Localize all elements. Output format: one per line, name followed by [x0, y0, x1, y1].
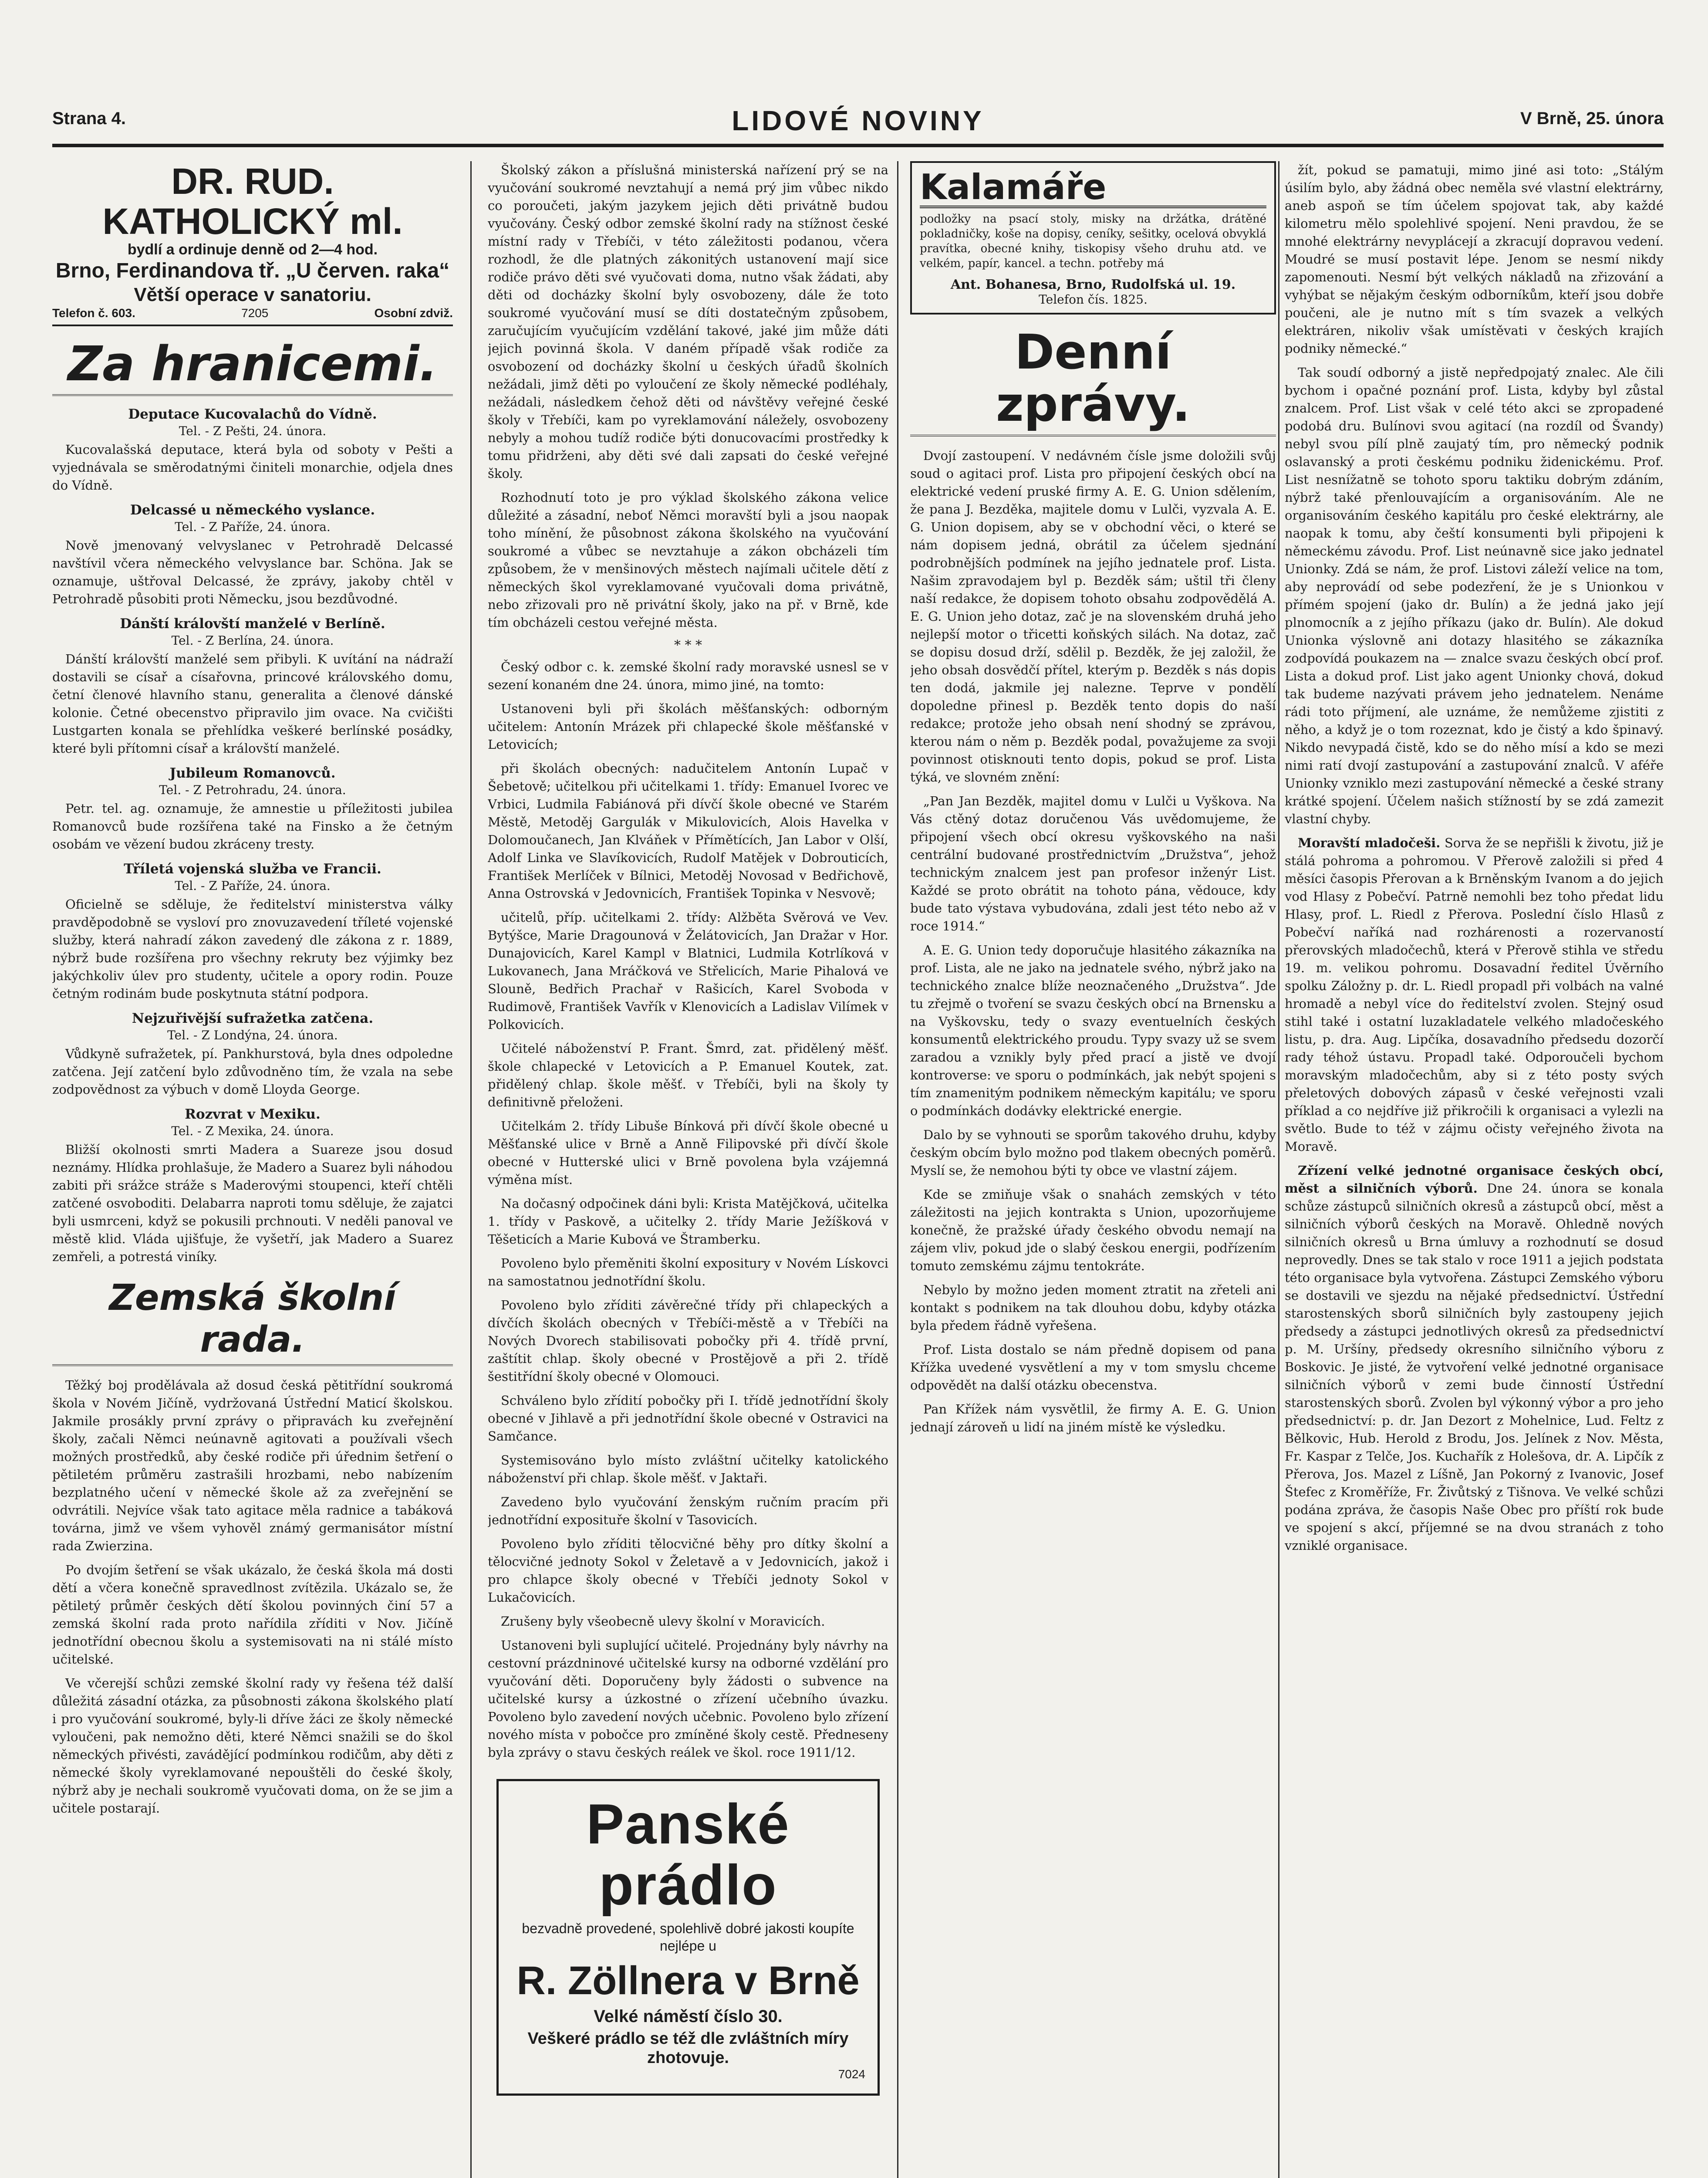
article-paragraph: Ve včerejší schůzi zemské školní rady vy řešena též další důležitá zásadní otázka, za působnosti zákona školského platí i pro vyučování soukromé, byly-li dříve žáci ze školy německé vyloučeni, pak nemožno děti, které Němci snažili se do škol německých přivésti, zavádějící podmínkou rodičům, aby děti z německé školy vyreklamované nepouštěli do české školy, nýbrž aby je nechali soukromě vyučovati doma, on že se jim a učitele postarají.	[52, 1676, 453, 1816]
news-item	[52, 1106, 453, 1266]
ad-doctor-num: 7205	[241, 306, 269, 320]
divider: * * *	[674, 638, 702, 653]
news-title: Jubileum Romanovců.	[169, 765, 336, 781]
article-paragraph: Těžký boj prodělávala až dosud česká pětitřídní soukromá škola v Novém Jičíně, vydržovaná Ústřední Maticí školskou. Jakmile prosákly první zprávy o připravách ku zveřejnění školy, začali Němci neúnavně agitovati a používali všech možných prostředků, aby české rodiče při úřednim šetření o pětiletém průměru zastrašili hrozbami, nebo nabízením bezplatného učení v německé škole až za zveřejnění se odvrátili. Nejvíce však tato agitace měla radnice a tabáková továrna, jimž ve všem vyhověl známý germanisátor místní rada Zwierzina.	[52, 1378, 453, 1553]
article-paragraph: Povoleno bylo zříditi tělocvičné běhy pro dítky školní a tělocvičné jednoty Sokol v Želetavě a v Jedovnicích, jakož i pro chlapce školy obecné v Třebíči jednoty Sokol v Lukačovicích.	[488, 1536, 888, 1605]
article-paragraph	[1285, 834, 1664, 1156]
news-dateline: Tel. - Z Mexika, 24. února.	[171, 1124, 334, 1138]
news-text: Dánští královští manželé sem přibyli. K uvítání na nádraží dostavili se císař a císařovna, princové královského domu, četní členové hlavního stanu, generalita a členové dánské kolonie. Četné obecenstvo připravilo jim ovace. Na cvičišti Lustgarten konala se přehlídka veškeré berlínské posádky, které byli přítomni císař a královští manželé.	[52, 652, 453, 756]
news-title: Deputace Kucovalachů do Vídně.	[128, 406, 377, 422]
column-1	[52, 161, 453, 2178]
news-item	[52, 406, 453, 494]
column-rule	[1278, 161, 1279, 2178]
article-paragraph: „Pan Jan Bezděk, majitel domu v Lulči u Vyškova. Na Vás ctěný dotaz doručenou Vás uvědomujeme, že připojení všech obcí okresu vyškovského na naši centrální budované prostřednictvím „Družstva“, jehož technickým znalcem jest pan profesor inženýr List. Každé se proto obrátit na tohoto pána, vědouce, kdy bude tato výstava vybudována, zdali jest této nebo až v roce 1914.“	[910, 794, 1276, 933]
article-paragraph: Český odbor c. k. zemské školní rady moravské usnesl se v sezení konaném dne 24. února, mimo jiné, na tomto:	[488, 659, 888, 692]
news-title: Tříletá vojenská služba ve Francii.	[124, 861, 381, 877]
masthead	[52, 105, 1664, 147]
column-rule	[470, 161, 472, 2178]
ad-underwear-name: R. Zöllnera v Brně	[516, 1958, 860, 2003]
ad-underwear-text: bezvadně provedené, spolehlivě dobré jakosti koupíte nejlépe u	[522, 1921, 854, 1954]
article-paragraph: Po dvojím šetření se však ukázalo, že česká škola má dosti dětí a včera konečně spravedlnost zvítězila. Ukázalo se, že pětiletý průměr českých dětí školou povinných činí 57 a zemská školní rada proto nařídila zříditi v Nov. Jičíně jednotřídní obecnou školu a systemisovati na ni stálé místo učitelské.	[52, 1562, 453, 1667]
news-text: Petr. tel. ag. oznamuje, že amnestie u příležitosti jubilea Romanovců bude rozšířena také na Finsko a že četným osobám ve vězení budou zkráceny tresty.	[52, 801, 453, 852]
ad-kalamare-tel: Telefon čís. 1825.	[1039, 292, 1148, 307]
article-paragraph: Učitelé náboženství P. Frant. Šmrd, zat. přidělený měšť. škole chlapecké v Letovicích a P. Emanuel Koutek, zat. přidělený chlap. škole měšť. v Třebíči, byli na školy ty definitivně přeloženi.	[488, 1041, 888, 1109]
article-lead-title: Zřízení velké jednotné organisace českých obcí, měst a silničních výborů.	[1285, 1163, 1664, 1196]
column-4	[1285, 161, 1664, 2178]
news-dateline: Tel. - Z Pešti, 24. února.	[179, 424, 327, 438]
article-paragraph: Povoleno bylo přeměniti školní expositury v Novém Lískovci na samostatnou jednotřídní školu.	[488, 1256, 888, 1289]
article-paragraph: Tak soudí odborný a jistě nepředpojatý znalec. Ale čili bychom i opačné poznání prof. Lista, kdyby byl zůstal znalcem. Prof. List však v celé této akci se zpropadené podobá dru. Bulínovi svou agitací (na rozdíl od Švandy) nebyl svou pílí plně zaujatý tím, pro německý podnik oslavanský a proti českému podniku židenickému. Prof. List nesnížatně se tohoto sporu taktiku dobrým zdáním, nýbrž také přenlouvajícím a organisováním. Ale ne organisováním českého kapitálu pro české elektrárny, ale naopak k tomu, aby čeští konsumenti byli připojeni k německému závodu. Prof. List neúnavně sice jako jednatel Unionky. Zdá se nám, že prof. Listovi záleží velice na tom, aby neprovádí od sebe podezření, že je s Unionkou v přímém spojení (jako dr. Bulín) a že jedná jako její plnomocník a z jejího příkazu (jako dr. Bulín). Ale dokud Unionka výslovně ani dotazy hlasitého se zákazníka zodpovídá poukazem na — znalce svazu českých obcí prof. Lista a dokud prof. List jako agent Unionky chová, dokud tak budeme nazývati právem jeho jednatelem. Nenáme rádi toto příjmení, ale uznáme, že nemůžeme zjistiti z něho, a když je o tom rozeznat, kdo je čistý a kdo špinavý. Nikdo nevypadá čistě, kdo se do něho mísí a kdo se mezi nimi ratí dvojí zastupování a zastupování znalců. V aféře Unionky vzniklo mezi zastupování německé a české strany krátké spojení. Účelem našich stížností by se zdá zamezit vlastní chyby.	[1285, 365, 1664, 826]
news-text: Bližší okolnosti smrti Madera a Suareze jsou dosud neznámy. Hlídka prohlašuje, že Madero a Suarez byli náhodou zabiti při srážce stráže s Maderovými stoupenci, kteří chtěli zatčené osvoboditi. Delabarra naproti tomu sděluje, že zajatci byli usmrceni, když se pokusili prchnouti. V neděli panoval ve městě klid. Vláda ujišťuje, že vyšetří, jak Madero a Suarez zemřeli, a potrestá viníky.	[52, 1142, 453, 1264]
article-paragraph: Učitelkám 2. třídy Libuše Bínková při dívčí škole obecné u Měšťanské ulice v Brně a Anně Filipovské při dívčí škole obecné v Hutterské ulici v Brně povolena byla vzájemná výměna míst.	[488, 1119, 888, 1187]
article-paragraph: Systemisováno bylo místo zvláštní učitelky katolického náboženství při chlap. škole měšť. v Jaktaři.	[488, 1453, 888, 1485]
ad-doctor-note: Osobní zdviž.	[374, 306, 453, 320]
article-paragraph: Na dočasný odpočinek dáni byli: Krista Matějčková, učitelka 1. třídy v Paskově, a učitelky 2. třídy Marie Ježíšková v Těšeticích a Marie Kubová ve Štramberku.	[488, 1196, 888, 1247]
news-item	[52, 1011, 453, 1099]
article-paragraph: Prof. Lista dostalo se nám předně dopisem od pana Křížka uvedené vysvětlení a my v tom smyslu chceme odpovědět na další otázku obecenstva.	[910, 1342, 1276, 1393]
news-title: Nejzuřivější sufražetka zatčena.	[132, 1011, 374, 1026]
ad-underwear-number: 7024	[838, 2067, 865, 2081]
article-paragraph: Dalo by se vyhnouti se sporům takového druhu, kdyby českým obcím bylo možno pod tlakem obecných poměrů. Myslí se, že nemohou býti ty obce ve vlastní zájem.	[910, 1127, 1276, 1178]
ad-underwear-address: Velké náměstí číslo 30.	[594, 2007, 783, 2026]
column-2	[488, 161, 888, 2178]
ad-doctor-line2: Brno, Ferdinandova tř. „U červen. raka“	[55, 259, 450, 282]
news-item	[52, 765, 453, 853]
article-paragraph: Rozhodnutí toto je pro výklad školského zákona velice důležité a zásadní, neboť Němci moravští byli a jsou naopak toho mínění, že působnost zákona školského na vyučování soukromé a vůbec se nevztahuje a zákon obcházeli tím způsobem, že v menšinových městech najímali učitele dětí z německých škol vyreklamované vyučovali doma privátně, nebo zřizovali pro ně privátní školy, jako na př. v Brně, kde tím obcházeli cestou veřejné města.	[488, 490, 888, 630]
article-text: Sorva že se nepřišli k životu, již je stálá pohroma a pohromou. V Přerově založili si před 4 měsíci časopis Přerovan a k Brněnským Ivanom a do jejich vod Hlasy z Pobečví. Patrně nemohli bez toho předat lidu Hlasy, prof. L. Riedl z Přerova. Poslední číslo Hlasů z Pobečví naříká nad rozhárenosti a rozervaností přerovských mladočechů, která v Přerově stihla ve středu 19. m. velikou pohromu. Dosavadní ředitel Úvěrního spolku Záložny p. dr. L. Riedl propadl při volbách na valné hromadě a nebyl více do ředitelství zvolen. Stejný osud stihl také i ostatní luzakladatele velkého mladočeského listu, p. dra. Aug. Lipčíka, dosavadního předsedu dozorčí rady téhož ústavu. Propadl také. Odporoučeli bychom moravským mladočechům, aby si z této posty svých přeletových dobových zápasů v české veřejnosti vzali příklad a co nejdříve již přikročili k organisaci a vylezli na světlo. Bude to též v zájmu očisty veřejného života na Moravě.	[1285, 835, 1664, 1154]
article-paragraph: Povoleno bylo zříditi závěrečné třídy při chlapeckých a dívčích školách obecných v Třebíči-městě a v Třebíči na Nových Dvorech stabilisovati pobočky při 4. třídě první, zaštítit chlap. školy obecné v Prostějově a při 2. třídě šestitřídní školy obecné v Olomouci.	[488, 1298, 888, 1384]
news-title: Rozvrat v Mexiku.	[185, 1106, 321, 1122]
article-paragraph: Zrušeny byly všeobecně ulevy školní v Moravicích.	[501, 1614, 825, 1629]
ad-kalamare-address: Ant. Bohanesa, Brno, Rudolfská ul. 19.	[950, 277, 1236, 292]
news-dateline: Tel. - Z Berlína, 24. února.	[171, 633, 334, 648]
issue-date: V Brně, 25. února	[1520, 109, 1664, 128]
article-paragraph: žít, pokud se pamatuji, mimo jiné asi toto: „Stálým úsilím bylo, aby žádná obec neměla své vlastní elektrárny, aneb aspoň se tím účelem spojovat tak, aby každé kilometru mělo spolehlivé spojení. Neni pravdou, že se mnohé elektrárny nevyplácejí a zkracují dopravou vedení. Moudré se musí postavit lépe. Jenom se nesmí nikdy zapomenouti. Nesmí být velkých nákladů na zřizování a vyhýbat se nějakým českým odborníkům, kteří jsou dobře poučeni, ale je nutno mít s tím svazek a velkých elektráren, nikoliv však umístěvati v českých krajích podniky německé.“	[1285, 162, 1664, 356]
news-dateline: Tel. - Z Paříže, 24. února.	[175, 879, 331, 893]
ad-doctor-line1: bydlí a ordinuje denně od 2—4 hod.	[127, 241, 378, 258]
news-dateline: Tel. - Z Paříže, 24. února.	[175, 520, 331, 534]
article-paragraph: Ustanoveni byli při školách měšťanských: odborným učitelem: Antonín Mrázek při chlapecké škole měšťanské v Letovicích;	[488, 701, 888, 752]
article-paragraph: Pan Křížek nám vysvětlil, že firmy A. E. G. Union jednají zároveň u lidí na jiném místě ke výsledku.	[910, 1402, 1276, 1434]
article-paragraph: Školský zákon a příslušná ministerská nařízení prý se na vyučování soukromé nevztahují a nemá prý jim vůbec nikdo co poroučeti, jakým jazykem jejich děti privátně budou vyučovány. Český odbor zemské školní rady na stížnost české místní rady v Třebíči, v této záležitosti podanou, včera rozhodl, že dle platných zákonitých ustanovení mají sice rodiče právo děti své vyučovati doma, nutno však žádati, aby děti od docházky školní byly osvobozeny, dále že toto soukromé vyučování musí se díti dostatečným způsobem, zaručujícím vyučujícím vzdělání takové, jaké jim může dáti jejich povinná škola. V daném případě však rodiče za osvobození od docházky školní u českých úřadů školních nežádali, jimž děti po vyloučení ze školy německé podléhaly, nežádali, následkem čehož děti od návštěvy veřejné české školy v Třebíči, kam po vyreklamování náležely, osvobozeny nebyly a mohou tudíž rodiče býti donucovacími prostředky k tomu přidrženi, aby děti své dali zapsati do české veřejné školy.	[488, 162, 888, 481]
ad-doctor-name: DR. RUD. KATHOLICKÝ ml.	[102, 161, 403, 242]
news-text: Vůdkyně sufražetek, pí. Pankhurstová, byla dnes odpoledne zatčena. Její zatčení bylo zdůvodněno tím, že vzala na sebe zodpovědnost za výbuch v domě Lloyda George.	[52, 1046, 453, 1097]
article-paragraph: Zavedeno bylo vyučování ženským ručním pracím při jednotřídní exposituře školní v Tasovicích.	[488, 1495, 888, 1527]
ad-doctor-line3: Větší operace v sanatoriu.	[134, 284, 371, 305]
news-item	[52, 861, 453, 1003]
news-text: Oficielně se sděluje, že ředitelství ministerstva války pravděpodobně se vysloví pro znovuzavedení tříleté vojenské služby, která nahradí zákon zavedený dle zákona z r. 1889, nýbrž bude rozšířena pro všechny rekruty bez výjimky bez jakýchkoliv úlev pro studenty, učitele a opory rodin. Pouze četným rodinám bude poskytnuta státní podpora.	[52, 897, 453, 1001]
ad-doctor-tel: Telefon č. 603.	[52, 306, 135, 320]
ad-underwear	[496, 1779, 880, 2096]
article-paragraph: učitelů, příp. učitelkami 2. třídy: Alžběta Svěrová ve Vev. Bytýšce, Marie Dragounová v Želátovicích, Jan Dražar v Hor. Dunajovicích, Karel Kampl v Blatnici, Ludmila Kotrlíková v Lukovanech, Jana Mráčková ve Střelicích, Marie Pihalová ve Slouně, Bedřich Prachař v Rašicích, Karel Svoboda v Rudimově, František Vavřík v Klenovicích a Ladislav Vilímek v Polkovicích.	[488, 910, 888, 1032]
news-title: Delcassé u německého vyslance.	[130, 502, 375, 518]
ad-doctor	[52, 161, 453, 326]
news-item	[52, 616, 453, 758]
newspaper-title: LIDOVÉ NOVINY	[732, 105, 984, 136]
article-paragraph	[1285, 1162, 1664, 1555]
news-text: Kucovalašská deputace, která byla od soboty v Pešti a vyjednávala se směrodatnými činiteli monarchie, odjela dnes do Vídně.	[52, 442, 453, 493]
news-dateline: Tel. - Z Petrohradu, 24. února.	[159, 783, 346, 797]
article-paragraph: Kde se zmiňuje však o snahách zemských v této záležitosti na jejich kontrakta s Union, upozorňujeme konečně, že pražské úřady českého obvodu nemají na zájem vliv, pokud jde o slabý českou energii, podřízením tomuto zemskému zájmu tentokráte.	[910, 1187, 1276, 1273]
section-heading: Za hranicemi.	[52, 338, 453, 396]
ad-underwear-title: Panské prádlo	[586, 1792, 790, 1917]
column-rule	[897, 161, 898, 2178]
article-text: Dne 24. února se konala schůze zástupců silničních okresů a zástupců obcí, měst a silničních výborů českých na Moravě. Ohledně nových silničních okresů u Brna úmluvy a rozhodnutí se dosud neprovedly. Dnes se tak stalo v roce 1911 a jejich podstata této organisace byla vytvořena. Zástupci Zemského výboru se dostavili ve sjezdu na nějaké předsednictví. Ústřední starostenských sborů silničních byly zastoupeny jejich předsedy a zástupci jednotlivých okresů za předsednictví p. M. Uršíny, předsedy okresního silničního výboru z Boskovic. Je jisté, že vytvoření velké jednotné organisace silničních výborů v zemi bude činností Ústřední starostenských sborů. Zvolen byl výkonný výbor a pro jeho předsednictví: p. dr. Jan Dezort z Mohelnice, Lud. Feltz z Bělkovic, Hub. Herold z Brodu, Jos. Jelínek z Nov. Města, Fr. Kaspar z Telče, Jos. Kuchařík z Holešova, dr. A. Lipčík z Přerova, Jos. Mazel z Líšně, Jan Pokorný z Ivanovic, Josef Štefec z Kroměříže, Fr. Živůtský z Tišnova. Ve velké schůzi podána zpráva, že časopis Naše Obec pro příští rok bude ve spojení s akcí, příjemné se na dvou stranách z toho vzniklé organisace.	[1285, 1181, 1664, 1553]
ad-kalamare-title: Kalamáře	[920, 169, 1266, 208]
article-paragraph: Schváleno bylo zřídití pobočky při I. třídě jednotřídní školy obecné v Jihlavě a při jednotřídní škole obecné v Ostravici na Samčance.	[488, 1393, 888, 1444]
article-paragraph: Nebylo by možno jeden moment ztratit na zřeteli ani kontakt s podnikem na tak dlouhou dobu, kdyby otázka byla předem řádně vyřešena.	[910, 1282, 1276, 1333]
article-paragraph: A. E. G. Union tedy doporučuje hlasitého zákazníka na prof. Lista, ale ne jako na jednatele svého, nýbrž jako na technického znalce blíže neoznačeného „Družstva“. Jde tu zřejmě o tvoření se svazu českých obcí na Brnensku a na Vyškovsku, tedy o svazy eventuelních českých konsumentů elektrického proudu. Typy svazy už se svem zaradou a vznikly byly před prací a jistě ve dvojí kontroverse: ve sporu o podmínkách, jak nebýt spojeni s tím znamenitým podnikem německým kapitálu; ve sporu o podmínkách dodávky elektrické energie.	[910, 943, 1276, 1118]
column-3	[910, 161, 1276, 2178]
section-heading: Zemská školní rada.	[52, 1277, 453, 1366]
page-number: Strana 4.	[52, 109, 126, 128]
news-item	[52, 502, 453, 608]
ad-kalamare-text: podložky na psací stoly, misky na držátka, drátěné pokladničky, koše na dopisy, ceníky, sešitky, ocelová obvyklá pravítka, obecné knihy, tiskopisy všeho druhu atd. ve velkém, papír, kancel. a techn. potřeby má	[920, 213, 1266, 270]
ad-underwear-tagline: Veškeré prádlo se též dle zvláštních míry zhotovuje.	[527, 2029, 849, 2067]
article-paragraph: Ustanoveni byli suplující učitelé. Projednány byly návrhy na cestovní prázdninové učitelské kursy na odborné vzdělání pro vyučování děti. Doporučeny byly žádosti o subvence na učitelské kursy a úzkostné o zřízení učebního úvazku. Povoleno bylo zavedení nových učebnic. Povoleno bylo zřízení nového místa v pobočce pro zmíněné školy cestě. Předneseny byla zprávy o stavu českých reálek ve škol. roce 1911/12.	[488, 1638, 888, 1760]
news-title: Dánští královští manželé v Berlíně.	[120, 616, 385, 632]
article-paragraph: při školách obecných: nadučitelem Antonín Lupač v Šebetově; učitelkou při učitelkami 1. třídy: Emanuel Ivorec ve Vrbici, Ludmila Fabiánová při dívčí škole obecné ve Starém Městě, Metoděj Gargulák v Mikulovicích, Alois Havelka v Dolomoučanech, Jan Klváňek v Přímětících, Jan Labor v Olší, Adolf Linka ve Slavíkovicích, Rudolf Matějek v Dobrouticích, František Merlíček v Bílnici, Metoděj Novosad v Bedřichově, Anna Ostrovská v Jedovnicích, František Topinka v Nesvově;	[488, 761, 888, 901]
news-text: Nově jmenovaný velvyslanec v Petrohradě Delcassé navštívil včera německého velvyslance bar. Schöna. Jak se oznamuje, uštřoval Delcassé, že zprávy, jakoby chtěl v Petrohradě působiti proti Německu, jsou bezdůvodné.	[52, 538, 453, 606]
section-heading: Denní zprávy.	[910, 326, 1276, 436]
news-dateline: Tel. - Z Londýna, 24. února.	[167, 1028, 338, 1042]
article-lead-title: Moravští mladočeši.	[1298, 835, 1441, 850]
article-paragraph: Dvojí zastoupení. V nedávném čísle jsme doložili svůj soud o agitaci prof. Lista pro připojení českých obcí na elektrické vedení pruské firmy A. E. G. Union sdělením, že pana J. Bezděka, majitele domu v Lulči, vyzvala A. E. G. Union dopisem, aby se v obchodní věci, o které se nám dopisem jedná, obrátil za účelem sjednání podrobnějších podmínek na jejího jednatele prof. Lista. Našim zpravodajem byl p. Bezděk sám; uštil tři členy naší redakce, že dopisem tohoto obsahu zodpovědělá A. E. G. Union jeho dotaz, zač je na slovenském druhá jeho nejlepší motor o třicetti koňských silách. Na dotaz, zač se dopisu dosud drží, sdělil p. Bezděk, že jej založil, že jeho obsah dosvědčí přítel, kterým p. Bezděk s nás dopis ten dodá, jakmile jej nalezne. Teprve v pondělí dopoledne přinesl p. Bezděk tento dopis do naší redakce; protože jeho obsah není shodný se zprávou, kterou nám o něm p. Bezděk podal, považujeme za svoji povinnost otisknouti tento dopis, pokud se prof. Lista týká, ve slovném znění:	[910, 448, 1276, 785]
ad-kalamare	[910, 161, 1276, 315]
